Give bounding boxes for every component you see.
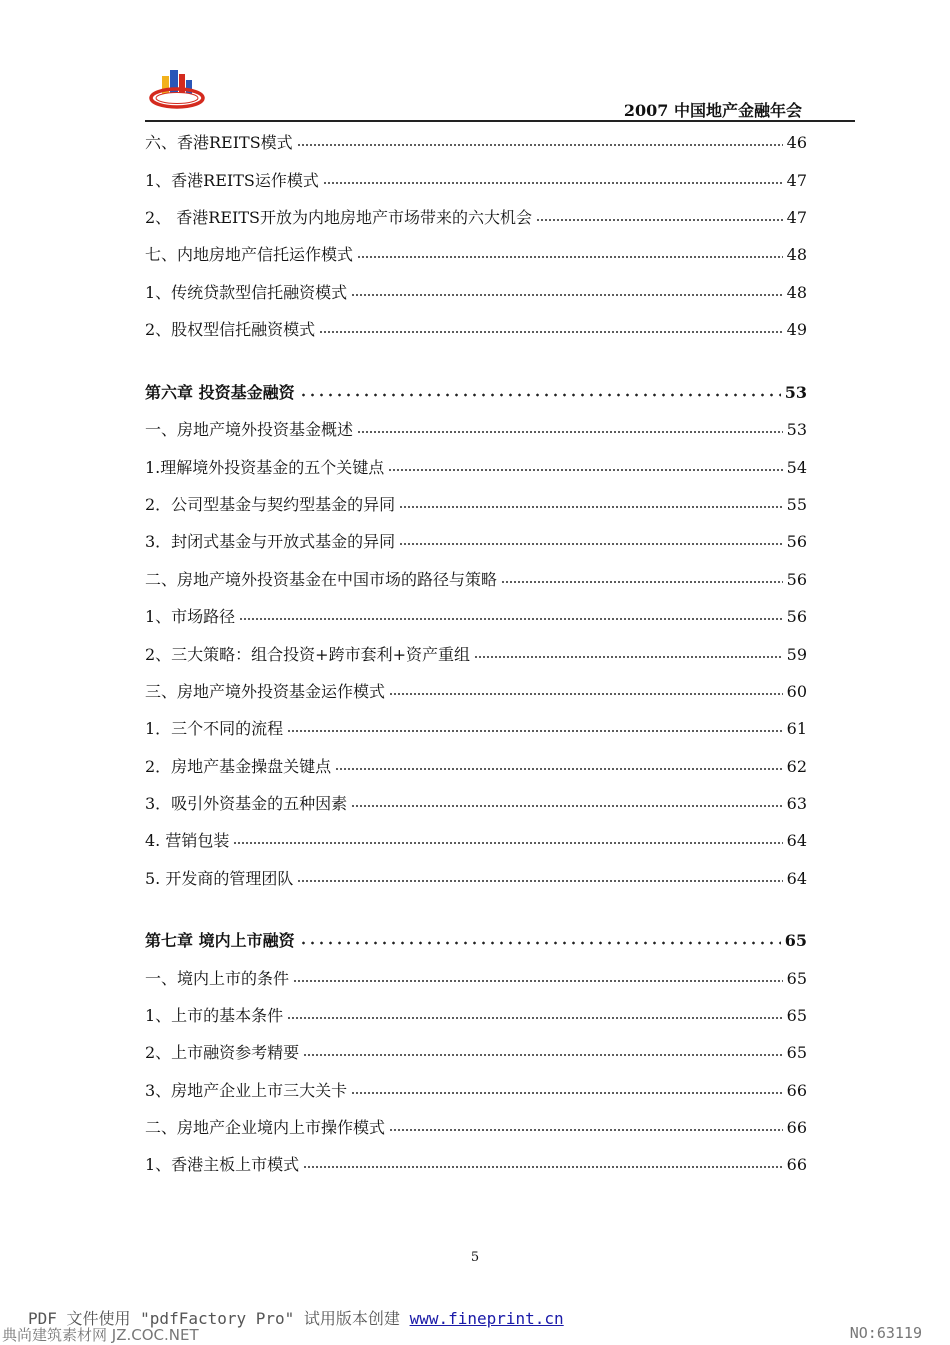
- header-divider: [145, 120, 855, 122]
- toc-entry-page: 48: [786, 283, 807, 302]
- toc-dot-leader: [323, 179, 783, 187]
- toc-entry-page: 66: [786, 1155, 807, 1174]
- toc-dot-leader: [303, 1163, 782, 1171]
- toc-entry[interactable]: [145, 602, 807, 628]
- toc-entry[interactable]: [145, 415, 807, 441]
- toc-dot-leader: [388, 466, 782, 474]
- toc-entry[interactable]: [145, 453, 807, 479]
- toc-dot-leader: [357, 253, 783, 261]
- toc-entry-title: 1．三个不同的流程: [145, 719, 284, 738]
- toc-dot-leader: [389, 1126, 783, 1134]
- toc-dot-leader: [297, 141, 783, 149]
- pdf-footer: [0, 1306, 950, 1344]
- toc-dot-leader: [357, 428, 783, 436]
- toc-dot-leader: [351, 802, 782, 810]
- header-title: 2007 中国地产金融年会: [623, 101, 802, 120]
- toc-entry-page: 56: [786, 532, 807, 551]
- toc-entry-title: 一、房地产境外投资基金概述: [145, 420, 354, 439]
- toc-entry[interactable]: [145, 166, 807, 192]
- toc-entry[interactable]: [145, 1038, 807, 1064]
- toc-entry[interactable]: [145, 677, 807, 703]
- toc-entry-title: 3．封闭式基金与开放式基金的异同: [145, 532, 396, 551]
- toc-entry[interactable]: [145, 826, 807, 852]
- toc-entry-title: 三、房地产境外投资基金运作模式: [145, 682, 386, 701]
- toc-entry[interactable]: [145, 1001, 807, 1027]
- toc-entry-title: 2、股权型信托融资模式: [145, 320, 316, 339]
- toc-entry[interactable]: [145, 203, 807, 229]
- watermark-site: 典尚建筑素材网 JZ.COC.NET: [2, 1326, 199, 1344]
- toc-entry[interactable]: [145, 752, 807, 778]
- toc-entry-title: 2．房地产基金操盘关键点: [145, 757, 332, 776]
- toc-chapter-entry[interactable]: [145, 926, 807, 952]
- toc-entry-page: 61: [786, 719, 807, 738]
- toc-dot-leader: [501, 578, 783, 586]
- toc-dot-leader: [399, 540, 782, 548]
- toc-entry-title: 第六章 投资基金融资: [145, 383, 295, 402]
- toc-dot-leader: [351, 291, 782, 299]
- toc-entry[interactable]: [145, 1150, 807, 1176]
- toc-entry-page: 65: [786, 1006, 807, 1025]
- toc-chapter-entry[interactable]: [145, 378, 807, 404]
- toc-dot-leader: [287, 1014, 782, 1022]
- toc-entry-page: 56: [786, 607, 807, 626]
- toc-dot-leader: [335, 765, 782, 773]
- toc-entry-page: 47: [786, 171, 807, 190]
- toc-entry[interactable]: [145, 964, 807, 990]
- toc-entry-title: 1、上市的基本条件: [145, 1006, 284, 1025]
- toc-entry-title: 1、传统贷款型信托融资模式: [145, 283, 348, 302]
- toc-entry-page: 59: [786, 645, 807, 664]
- pdf-creator-text: PDF 文件使用 "pdfFactory Pro" 试用版本创建: [28, 1309, 410, 1328]
- toc-entry[interactable]: [145, 714, 807, 740]
- toc-dot-leader: [299, 391, 781, 399]
- toc-entry[interactable]: [145, 864, 807, 890]
- toc-entry-page: 46: [786, 133, 807, 152]
- toc-entry-title: 4. 营销包装: [145, 831, 230, 850]
- toc-entry-title: 5. 开发商的管理团队: [145, 869, 294, 888]
- toc-dot-leader: [389, 690, 783, 698]
- toc-entry-page: 63: [786, 794, 807, 813]
- toc-entry[interactable]: [145, 240, 807, 266]
- toc-entry-page: 65: [786, 969, 807, 988]
- toc-entry-page: 60: [786, 682, 807, 701]
- toc-entry-page: 56: [786, 570, 807, 589]
- toc-entry-page: 53: [784, 383, 807, 402]
- toc-dot-leader: [319, 328, 782, 336]
- toc-entry[interactable]: [145, 1113, 807, 1139]
- toc-entry[interactable]: [145, 1076, 807, 1102]
- toc-entry[interactable]: [145, 315, 807, 341]
- toc-entry-page: 49: [786, 320, 807, 339]
- toc-entry[interactable]: [145, 128, 807, 154]
- toc-entry[interactable]: [145, 789, 807, 815]
- toc-entry-page: 65: [786, 1043, 807, 1062]
- page-number: 5: [470, 1250, 480, 1265]
- toc-entry[interactable]: [145, 527, 807, 553]
- toc-entry-title: 六、香港REITS模式: [145, 133, 293, 152]
- toc-entry-page: 62: [786, 757, 807, 776]
- toc-dot-leader: [233, 839, 782, 847]
- toc-dot-leader: [536, 216, 783, 224]
- toc-entry-title: 2、 香港REITS开放为内地房地产市场带来的六大机会: [145, 208, 532, 227]
- toc-entry-title: 1.理解境外投资基金的五个关键点: [145, 458, 385, 477]
- toc-entry[interactable]: [145, 565, 807, 591]
- toc-entry-page: 66: [786, 1118, 807, 1137]
- organizer-logo: [148, 66, 206, 112]
- toc-entry-page: 53: [786, 420, 807, 439]
- toc-dot-leader: [299, 939, 781, 947]
- toc-entry-title: 第七章 境内上市融资: [145, 931, 295, 950]
- toc-entry-title: 1、香港主板上市模式: [145, 1155, 300, 1174]
- toc-entry-page: 54: [786, 458, 807, 477]
- toc-entry-page: 47: [786, 208, 807, 227]
- toc-dot-leader: [351, 1089, 782, 1097]
- toc-dot-leader: [474, 653, 783, 661]
- toc-dot-leader: [239, 615, 782, 623]
- toc-entry-page: 65: [784, 931, 807, 950]
- toc-dot-leader: [297, 877, 782, 885]
- watermark-number: NO:63119: [849, 1324, 922, 1342]
- toc-entry-title: 3．吸引外资基金的五种因素: [145, 794, 348, 813]
- toc-entry-page: 64: [786, 869, 807, 888]
- toc-entry-title: 一、境内上市的条件: [145, 969, 290, 988]
- toc-dot-leader: [303, 1051, 782, 1059]
- toc-entry-page: 48: [786, 245, 807, 264]
- toc-entry-page: 66: [786, 1081, 807, 1100]
- toc-dot-leader: [399, 503, 782, 511]
- toc-entry-page: 64: [786, 831, 807, 850]
- toc-entry[interactable]: [145, 278, 807, 304]
- toc-entry-page: 55: [786, 495, 807, 514]
- toc-entry[interactable]: [145, 490, 807, 516]
- toc-entry-title: 二、房地产企业境内上市操作模式: [145, 1118, 386, 1137]
- toc-entry-title: 二、房地产境外投资基金在中国市场的路径与策略: [145, 570, 498, 589]
- toc-entry-title: 1、市场路径: [145, 607, 236, 626]
- toc-entry-title: 2．公司型基金与契约型基金的异同: [145, 495, 396, 514]
- toc-entry-title: 七、内地房地产信托运作模式: [145, 245, 354, 264]
- toc-entry-title: 2、上市融资参考精要: [145, 1043, 300, 1062]
- fineprint-link[interactable]: www.fineprint.cn: [409, 1309, 564, 1328]
- toc-dot-leader: [293, 977, 783, 985]
- toc-dot-leader: [287, 727, 782, 735]
- toc-entry-title: 1、香港REITS运作模式: [145, 171, 319, 190]
- toc-entry-title: 2、三大策略：组合投资+跨市套利+资产重组: [145, 645, 470, 664]
- toc-entry[interactable]: [145, 640, 807, 666]
- toc-entry-title: 3、房地产企业上市三大关卡: [145, 1081, 348, 1100]
